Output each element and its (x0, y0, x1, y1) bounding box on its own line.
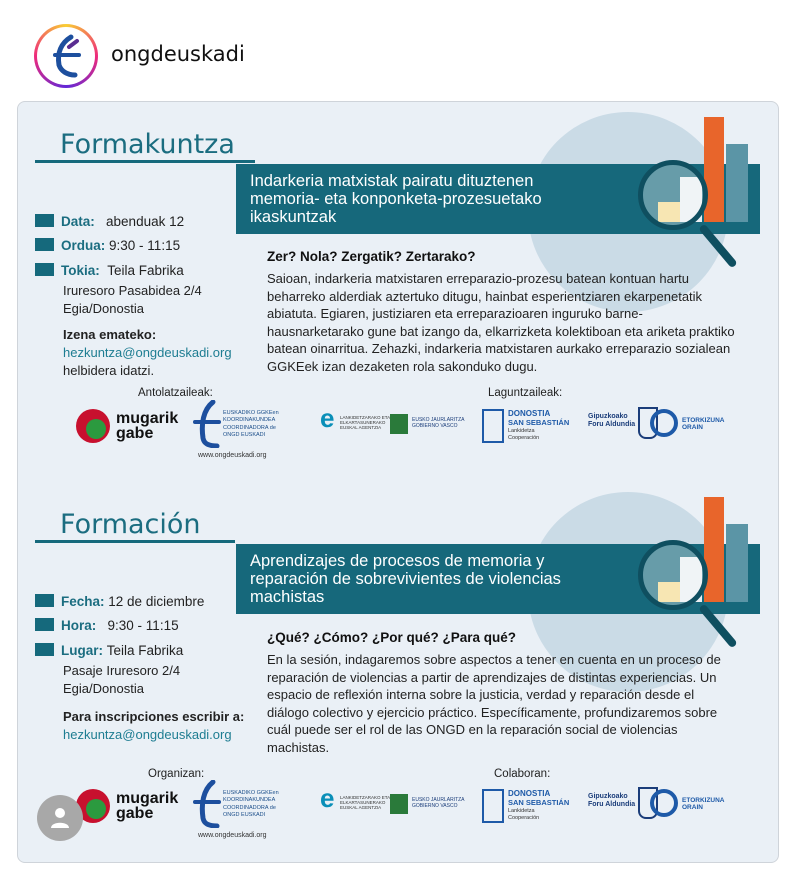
gobierno-vasco-logo (390, 414, 470, 434)
gipuzkoa-text: Foru Aldundia (588, 801, 636, 808)
question-heading: Zer? Nola? Zergatik? Zertarako? (267, 249, 476, 264)
magnifier-icon (638, 160, 708, 230)
address (63, 282, 202, 318)
gipuzkoa-text: Foru Aldundia (588, 421, 636, 428)
gobierno-shield-icon (390, 794, 408, 814)
elankidetza-logo (320, 403, 390, 447)
time-row (35, 238, 180, 253)
date-row (35, 594, 204, 609)
register-label: Para inscripciones escribir a: (63, 709, 245, 724)
donostia-logo (482, 787, 572, 827)
ong-website: www.ongdeuskadi.org (198, 832, 267, 839)
place-label: Tokia: (61, 263, 100, 278)
elankidetza-text: LANKIDETZARAKO ETA ELKARTASUNERAKO EUSKAL AGENTZIA (340, 415, 390, 430)
date-value: abenduak 12 (106, 214, 185, 229)
etorkizuna-text: ETORKIZUNA (682, 797, 725, 804)
bullet-icon (35, 214, 54, 227)
etorkizuna-text: ORAIN (682, 804, 703, 811)
gobierno-vasco-logo (390, 794, 470, 814)
bullet-icon (35, 238, 54, 251)
title-underline (35, 540, 235, 543)
body-paragraph: En la sesión, indagaremos sobre aspectos a tener en cuenta en un proceso de reparación de violencias a partir de aprendizajes de distintas experiencias. Un espacio de reflexión interna sobre la justicia, verdad y reparación desde el diálogo colectivo y ejercicio práctico. Específicamente, profundizaremos sobre cuál puede ser el rol de las ONGD en la reparación social de violencias machistas. (267, 652, 721, 755)
bar-blue (726, 524, 748, 602)
address-line: Egia/Donostia (63, 301, 144, 316)
date-label: Data: (61, 214, 95, 229)
etorkizuna-g-icon (650, 789, 678, 817)
supporters-label: Colaboran: (494, 768, 551, 780)
ong-logo-icon (41, 31, 91, 81)
register-suffix: helbidera idatzi. (63, 363, 155, 378)
bar-blue (726, 144, 748, 222)
address-line: Egia/Donostia (63, 681, 144, 696)
donostia-shield-icon (482, 409, 504, 443)
time-label: Ordua: (61, 238, 106, 253)
address-line: Pasaje Iruresoro 2/4 (63, 663, 181, 678)
donostia-text: DONOSTIA (508, 789, 551, 798)
avatar-image (37, 27, 95, 85)
elankidetza-e-icon: e (320, 403, 335, 433)
mugarik-icon-inner (86, 419, 106, 439)
address (63, 662, 180, 698)
place-row (35, 263, 184, 278)
supporters-label: Laguntzaileak: (488, 387, 563, 399)
gobierno-text: EUSKO JAURLARITZA GOBIERNO VASCO (412, 797, 465, 809)
mugarik-text: mugarik gabe (116, 790, 179, 822)
post-image (17, 101, 779, 863)
bullet-icon (35, 618, 54, 631)
elankidetza-e-icon: e (320, 783, 335, 813)
section-title: Formación (60, 509, 201, 540)
ong-k-icon (193, 400, 221, 448)
time-value: 9:30 - 11:15 (109, 238, 181, 253)
register-label: Izena emateko: (63, 327, 157, 342)
section-basque (18, 102, 778, 482)
body-paragraph: Saioan, indarkeria matxistaren erreparazio-prozesu batean kontuan hartu beharreko alderdiak aztertuko ditugu, hainbat esperientziaren ekarpenetatik abiatuta. Egiaren, justiziaren eta erreparazioaren inguruko barne-hausnarketarako gune bat izango da, elkarrizketa kolektiboan eta ariketa praktiko batean oinarritua. Zehazki, indarkeria matxistaren aurkako erreparazio sozialean GGKEek izan dezaketen rola sakonduko dugu. (267, 271, 735, 374)
ong-coord-text-es: COORDINADORA de ONGD EUSKADI (223, 425, 276, 438)
gobierno-shield-icon (390, 414, 408, 434)
account-username[interactable]: ongdeuskadi (111, 42, 245, 66)
gipuzkoa-text: Gipuzkoako (588, 413, 628, 420)
gipuzkoa-text: Gipuzkoako (588, 793, 628, 800)
donostia-shield-icon (482, 789, 504, 823)
ong-coordinadora-logo (193, 400, 303, 460)
bullet-icon (35, 643, 54, 656)
ong-k-icon (193, 780, 221, 828)
date-row (35, 214, 184, 229)
register-email[interactable]: hezkuntza@ongdeuskadi.org (63, 345, 232, 360)
donostia-text: SAN SEBASTIÁN (508, 798, 570, 807)
post-header (0, 0, 792, 100)
ong-coordinadora-logo (193, 780, 303, 840)
profile-avatar[interactable] (34, 24, 98, 88)
date-value: 12 de diciembre (108, 594, 205, 609)
etorkizuna-text: ORAIN (682, 424, 703, 431)
time-label: Hora: (61, 618, 97, 633)
mugarik-gabe-logo (76, 407, 186, 447)
registration (63, 326, 232, 380)
mugarik-icon-inner (86, 799, 106, 819)
user-icon (50, 807, 70, 829)
organizers-label: Organizan: (148, 768, 205, 780)
ong-coord-text: EUSKADIKO GGKEen KOORDINAKUNDEA (223, 790, 279, 803)
gipuzkoa-logo (588, 407, 648, 443)
etorkizuna-logo (650, 407, 730, 443)
gobierno-text: EUSKO JAURLARITZA GOBIERNO VASCO (412, 417, 465, 429)
section-spanish (18, 482, 778, 862)
gipuzkoa-logo (588, 787, 648, 823)
ong-coord-text: EUSKADIKO GGKEen KOORDINAKUNDEA (223, 410, 279, 423)
registration (63, 708, 244, 744)
bar-orange (704, 117, 724, 222)
mugarik-gabe-logo (76, 787, 186, 827)
ong-coord-text-es: COORDINADORA de ONGD EUSKADI (223, 805, 276, 818)
donostia-subtext: Lankidetza Cooperación (508, 808, 540, 821)
tagged-users-button[interactable] (37, 795, 83, 841)
mugarik-text: mugarik gabe (116, 410, 179, 442)
time-value: 9:30 - 11:15 (107, 618, 179, 633)
bar-orange (704, 497, 724, 602)
title-underline (35, 160, 255, 163)
banner-text: Aprendizajes de procesos de memoria y reparación de sobrevivientes de violencias machistas (250, 552, 561, 606)
place-label: Lugar: (61, 643, 103, 658)
elankidetza-text: LANKIDETZARAKO ETA ELKARTASUNERAKO EUSKAL AGENTZIA (340, 795, 390, 810)
etorkizuna-text: ETORKIZUNA (682, 417, 725, 424)
date-label: Fecha: (61, 594, 105, 609)
elankidetza-logo (320, 783, 390, 827)
place-row (35, 643, 183, 658)
organizers-label: Antolatzaileak: (138, 387, 213, 399)
banner-text: Indarkeria matxistak pairatu dituztenen memoria- eta konponketa-prozesuetako ikaskuntzak (250, 172, 542, 226)
question-heading: ¿Qué? ¿Cómo? ¿Por qué? ¿Para qué? (267, 630, 517, 645)
etorkizuna-g-icon (650, 409, 678, 437)
register-email[interactable]: hezkuntza@ongdeuskadi.org (63, 727, 232, 742)
place-value: Teila Fabrika (107, 263, 184, 278)
time-row (35, 618, 179, 633)
bullet-icon (35, 263, 54, 276)
place-value: Teila Fabrika (106, 643, 184, 658)
ong-website: www.ongdeuskadi.org (198, 452, 267, 459)
donostia-logo (482, 407, 572, 447)
donostia-subtext: Lankidetza Cooperación (508, 428, 540, 441)
etorkizuna-logo (650, 787, 730, 823)
donostia-text: DONOSTIA (508, 409, 551, 418)
donostia-text: SAN SEBASTIÁN (508, 418, 570, 427)
address-line: Iruresoro Pasabidea 2/4 (63, 283, 202, 298)
section-title: Formakuntza (60, 129, 235, 160)
bullet-icon (35, 594, 54, 607)
magnifier-icon (638, 540, 708, 610)
